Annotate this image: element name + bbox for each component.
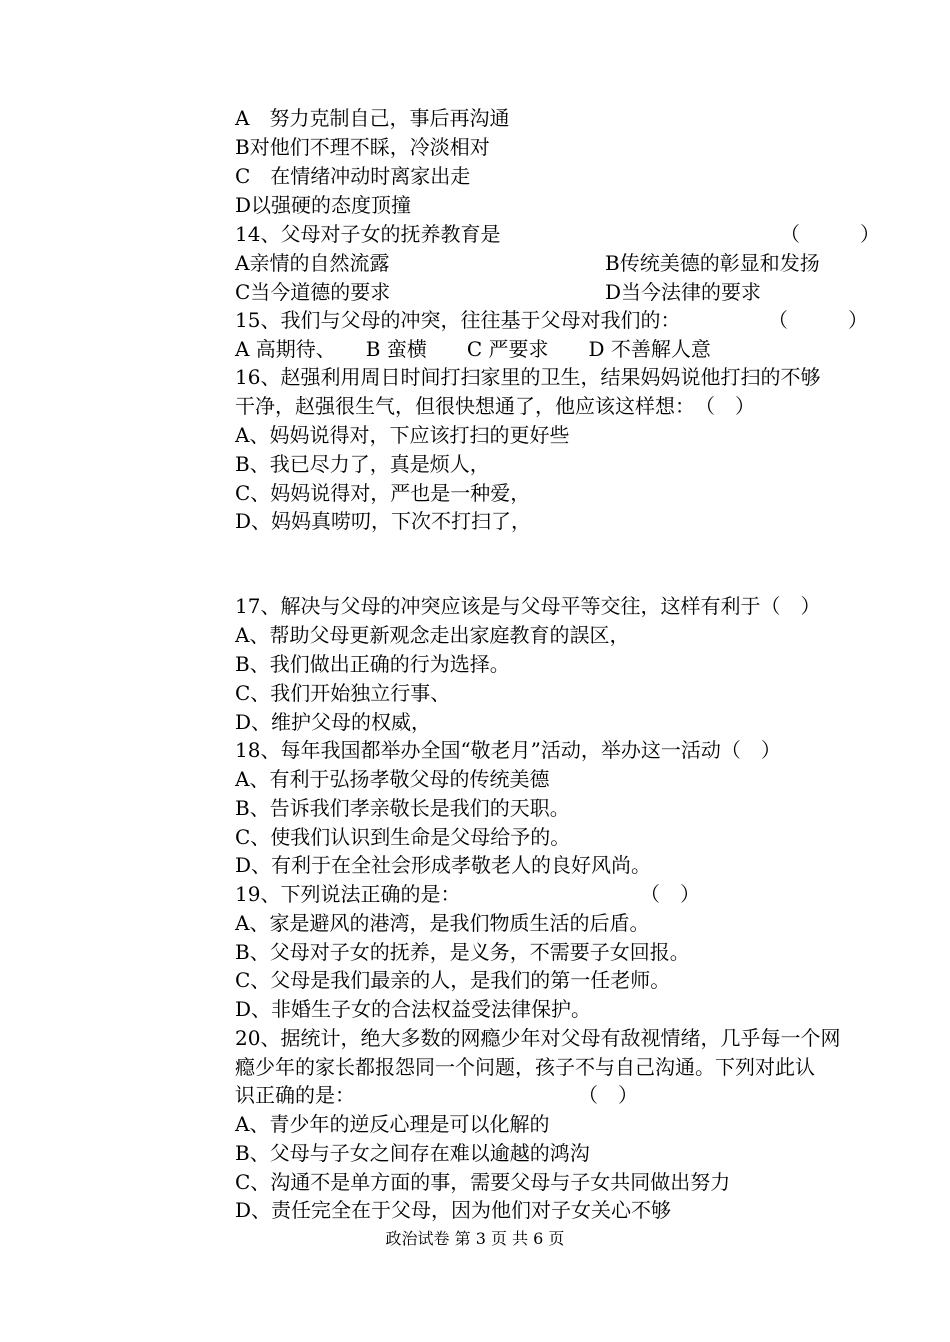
q14-option-a: A亲情的自然流露 (235, 251, 390, 275)
q19-option-a: A、家是避风的港湾，是我们物质生活的后盾。 (235, 911, 650, 935)
q16-option-a: A、妈妈说得对，下应该打扫的更好些 (235, 423, 570, 447)
q20-option-a: A、青少年的逆反心理是可以化解的 (235, 1112, 550, 1136)
page-footer: 政治试卷 第 3 页 共 6 页 (385, 1229, 565, 1248)
q18-stem: 18、每年我国都举办全国“敬老月”活动，举办这一活动（ ） (235, 738, 781, 762)
q20-stem-line-1: 20、据统计，绝大多数的网瘾少年对父母有敌视情绪，几乎每一个网 (235, 1026, 841, 1050)
q13-option-b: B对他们不理不睬，冷淡相对 (235, 135, 490, 159)
q14-option-b: B传统美德的彰显和发扬 (605, 251, 820, 275)
q13-option-c: C 在情绪冲动时离家出走 (235, 164, 471, 188)
q13-option-a: A 努力克制自己，事后再沟通 (235, 106, 510, 130)
q16-option-b: B、我已尽力了，真是烦人， (235, 452, 490, 476)
q15-stem: 15、我们与父母的冲突，往往基于父母对我们的： (235, 308, 681, 332)
q14-option-c: C当今道德的要求 (235, 280, 391, 304)
q19-option-b: B、父母对子女的抚养，是义务，不需要子女回报。 (235, 940, 690, 964)
q16-stem-line-1: 16、赵强利用周日时间打扫家里的卫生，结果妈妈说他打扫的不够 (235, 365, 821, 389)
q15-answer-paren: （ ） (768, 308, 868, 332)
q20-answer-paren: （ ） (578, 1083, 638, 1107)
q18-option-d: D、有利于在全社会形成孝敬老人的良好风尚。 (235, 853, 652, 877)
q20-stem-line-3: 识正确的是： (235, 1083, 355, 1107)
q20-stem-line-2: 瘾少年的家长都报怨同一个问题，孩子不与自己沟通。下列对此认 (235, 1055, 815, 1079)
q19-stem: 19、下列说法正确的是： (235, 882, 461, 906)
q13-option-d: D以强硬的态度顶撞 (235, 193, 412, 217)
q17-option-d: D、维护父母的权威， (235, 710, 432, 734)
q15-options: A 高期待、 B 蛮横 C 严要求 D 不善解人意 (235, 337, 711, 361)
q18-option-b: B、告诉我们孝亲敬长是我们的天职。 (235, 796, 570, 820)
q14-stem: 14、父母对子女的抚养教育是 (235, 222, 501, 246)
q19-option-d: D、非婚生子女的合法权益受法律保护。 (235, 997, 592, 1021)
q16-stem-line-2: 干净，赵强很生气，但很快想通了，他应该这样想： （ ） (235, 394, 755, 418)
q17-option-b: B、我们做出正确的行为选择。 (235, 652, 510, 676)
q19-option-c: C、父母是我们最亲的人，是我们的第一任老师。 (235, 968, 671, 992)
q16-option-c: C、妈妈说得对，严也是一种爱， (235, 481, 531, 505)
q16-option-d: D、妈妈真唠叨，下次不打扫了， (235, 509, 532, 533)
q17-option-a: A、帮助父母更新观念走出家庭教育的誤区， (235, 623, 630, 647)
q17-stem: 17、解决与父母的冲突应该是与父母平等交往，这样有利于（ ） (235, 594, 821, 618)
q14-option-d: D当今法律的要求 (605, 280, 762, 304)
q18-option-c: C、使我们认识到生命是父母给予的。 (235, 825, 571, 849)
q20-option-b: B、父母与子女之间存在难以逾越的鸿沟 (235, 1141, 590, 1165)
q20-option-c: C、沟通不是单方面的事，需要父母与子女共同做出努力 (235, 1170, 731, 1194)
q20-option-d: D、责任完全在于父母，因为他们对子女关心不够 (235, 1198, 672, 1222)
q19-answer-paren: （ ） (640, 882, 700, 906)
q18-option-a: A、有利于弘扬孝敬父母的传统美德 (235, 767, 550, 791)
q14-answer-paren: （ ） (780, 222, 880, 246)
q17-option-c: C、我们开始独立行事、 (235, 681, 451, 705)
